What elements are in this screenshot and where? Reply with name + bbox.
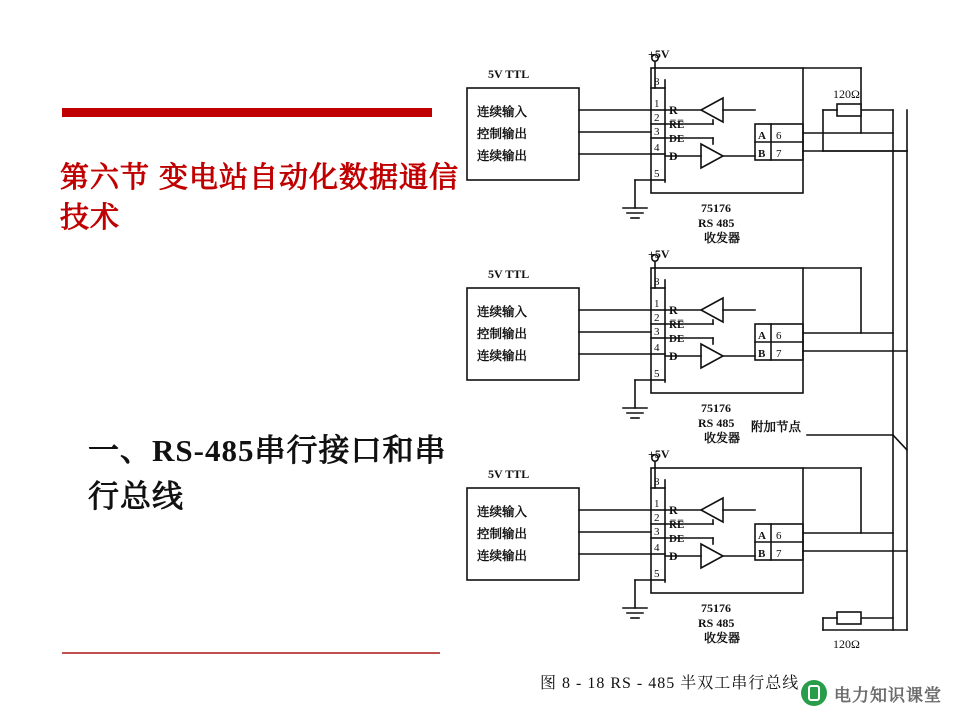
node-2-pin-6: 6: [776, 330, 782, 342]
node-1-supply: +5V: [648, 47, 670, 61]
node-2-pin-7: 7: [776, 348, 782, 360]
node-3-pin-2: 2: [654, 512, 660, 524]
node-1-chip-role: 收发器: [704, 231, 741, 245]
node-2-signal-3: 连续输出: [477, 349, 528, 363]
node-3-pin-1: 1: [654, 498, 660, 510]
node-1-pin-1: 1: [654, 98, 660, 110]
node-2-chip-role: 收发器: [704, 431, 741, 445]
node-3-pin-re: R̅E̅: [669, 519, 685, 531]
node-3-signal-1: 连续输入: [477, 505, 528, 519]
node-1-pin-r: R: [669, 103, 678, 117]
node-3-supply: +5V: [648, 447, 670, 461]
node-3-pin-3: 3: [654, 526, 660, 538]
terminator-bottom-label: 120Ω: [833, 637, 860, 651]
node-1-pin-d: D: [669, 149, 678, 163]
node-3-pin-4: 4: [654, 542, 660, 554]
node-2-pin-2: 2: [654, 312, 660, 324]
node-1-chip-part: 75176: [701, 201, 731, 215]
watermark: [801, 680, 942, 706]
node-1-pin-4: 4: [654, 142, 660, 154]
node-2-signal-2: 控制输出: [477, 327, 528, 341]
node-2-signal-1: 连续输入: [477, 305, 528, 319]
node-2-pin-5: 5: [654, 368, 660, 380]
node-1-pin-3: 3: [654, 126, 660, 138]
figure-caption: 图 8 - 18 RS - 485 半双工串行总线: [540, 675, 800, 692]
node-2-pin-a: A: [758, 330, 766, 342]
node-3-pin-5: 5: [654, 568, 660, 580]
node-1-pin-de: DE: [669, 133, 685, 145]
node-1-pin-re: R̅E̅: [669, 119, 685, 131]
node-1-pin-a: A: [758, 130, 766, 142]
node-2-pin-de: DE: [669, 333, 685, 345]
node-2-pin-4: 4: [654, 342, 660, 354]
node-3-pin-6: 6: [776, 530, 782, 542]
title-accent-bar: [62, 108, 432, 117]
section-subtitle: 一、RS-485串行接口和串行总线: [88, 433, 447, 514]
node-3-signal-3: 连续输出: [477, 549, 528, 563]
node-3-ttl-label: 5V TTL: [488, 467, 530, 481]
node-3-pin-b: B: [758, 548, 766, 560]
node-1-pin-7: 7: [776, 148, 782, 160]
node-3-pin-d: D: [669, 549, 678, 563]
node-1-pin-6: 6: [776, 130, 782, 142]
node-2-pin-d: D: [669, 349, 678, 363]
node-3-pin-r: R: [669, 503, 678, 517]
node-3-signal-2: 控制输出: [477, 527, 528, 541]
node-1-ttl-label: 5V TTL: [488, 67, 530, 81]
node-3-pin-a: A: [758, 530, 766, 542]
rs485-schematic: [455, 40, 955, 690]
node-1-signal-2: 控制输出: [477, 127, 528, 141]
bottom-divider: [62, 652, 440, 654]
node-3-pin-7: 7: [776, 548, 782, 560]
node-3-chip-part: 75176: [701, 601, 731, 615]
terminator-top-label: 120Ω: [833, 87, 860, 101]
node-1-signal-1: 连续输入: [477, 105, 528, 119]
node-2-pin-3: 3: [654, 326, 660, 338]
node-1-pin-5: 5: [654, 168, 660, 180]
watermark-label: 电力知识课堂: [834, 685, 942, 705]
node-2-supply: +5V: [648, 247, 670, 261]
node-2-pin-r: R: [669, 303, 678, 317]
node-1-pin-2: 2: [654, 112, 660, 124]
extra-node-annotation-label: 附加节点: [751, 420, 802, 434]
node-2-pin-8: 8: [654, 276, 660, 288]
node-2-chip-part: 75176: [701, 401, 731, 415]
book-logo-icon: [801, 680, 827, 706]
node-2-chip-std: RS 485: [698, 416, 735, 430]
node-1-pin-8: 8: [654, 76, 660, 88]
node-3-pin-8: 8: [654, 476, 660, 488]
node-2-pin-b: B: [758, 348, 766, 360]
node-2-ttl-label: 5V TTL: [488, 267, 530, 281]
node-3-chip-std: RS 485: [698, 616, 735, 630]
page-title: 第六节 变电站自动化数据通信技术: [60, 162, 460, 234]
node-3-pin-de: DE: [669, 533, 685, 545]
node-1-pin-b: B: [758, 148, 766, 160]
node-1-chip-std: RS 485: [698, 216, 735, 230]
node-2-pin-re: R̅E̅: [669, 319, 685, 331]
node-3-chip-role: 收发器: [704, 631, 741, 645]
node-1-signal-3: 连续输出: [477, 149, 528, 163]
node-2-pin-1: 1: [654, 298, 660, 310]
